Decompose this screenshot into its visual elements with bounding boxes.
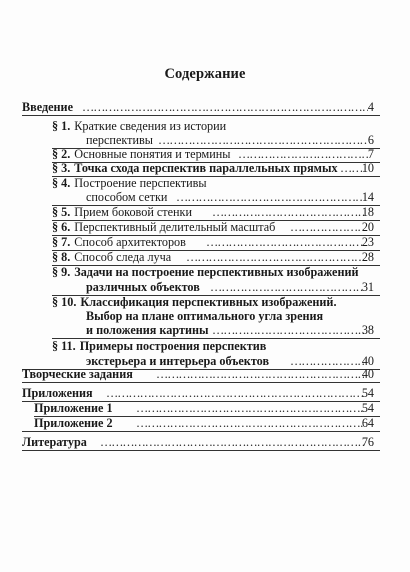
toc-page-number: 6 — [367, 133, 374, 147]
toc-label: Литература — [22, 435, 87, 449]
dot-leader — [212, 204, 364, 220]
toc-page-number: 28 — [361, 250, 374, 264]
toc-label: Приложение 1 — [34, 401, 113, 415]
dot-leader — [210, 279, 364, 295]
toc-label: Классификация перспективных изображений. — [80, 295, 337, 309]
toc-entry-s9-cont — [0, 279, 410, 295]
section-number: § 10. — [52, 295, 77, 309]
toc-label: Построение перспективы — [74, 176, 207, 190]
toc-page-number: 31 — [361, 280, 374, 294]
toc-page-number: 23 — [361, 235, 374, 249]
toc-page-number: 10 — [361, 161, 374, 175]
toc-page-number: 64 — [361, 416, 374, 430]
toc-entry-app1 — [0, 400, 410, 416]
toc-label: Точка схода перспектив параллельных прямых — [74, 161, 338, 175]
toc-title: Содержание — [164, 66, 246, 82]
dot-leader — [136, 415, 364, 431]
separator-line — [22, 382, 380, 383]
section-number: § 8. — [52, 250, 71, 264]
dot-leader — [106, 385, 364, 401]
toc-entry-s3 — [0, 160, 410, 176]
dot-leader — [340, 160, 364, 176]
separator-line — [22, 450, 380, 451]
toc-label: Способ архитекторов — [74, 235, 186, 249]
toc-entry-literature — [0, 434, 410, 450]
dot-leader — [212, 322, 364, 338]
toc-entry-s4-cont — [0, 189, 410, 205]
toc-label-cont: различных объектов — [86, 280, 200, 294]
toc-entry-s5 — [0, 204, 410, 220]
toc-page-number: 38 — [361, 323, 374, 337]
toc-label: Краткие сведения из истории — [74, 119, 227, 133]
toc-page-number: 40 — [361, 354, 374, 368]
dot-leader — [176, 189, 364, 205]
toc-label-cont: способом сетки — [86, 190, 168, 204]
section-number: § 3. — [52, 161, 71, 175]
toc-entry-creative — [0, 366, 410, 382]
toc-entry-app2 — [0, 415, 410, 431]
toc-entry-s7 — [0, 234, 410, 250]
toc-label-cont: экстерьера и интерьера объектов — [86, 354, 270, 368]
toc-label: Творческие задания — [22, 367, 133, 381]
toc-page-number: 18 — [361, 205, 374, 219]
toc-page-number: 4 — [367, 100, 374, 114]
toc-page-number: 14 — [361, 190, 374, 204]
section-number: § 6. — [52, 220, 71, 234]
toc-page-number: 40 — [361, 367, 374, 381]
section-number: § 2. — [52, 147, 71, 161]
toc-label: Перспективный делительный масштаб — [74, 220, 276, 234]
toc-entry-intro — [0, 99, 410, 115]
toc-page-number: 7 — [367, 147, 374, 161]
dot-leader — [82, 99, 368, 115]
dot-leader — [100, 434, 364, 450]
toc-entry-s10-cont2 — [0, 322, 410, 338]
toc-entry-s9 — [0, 264, 410, 280]
toc-label: Способ следа луча — [74, 250, 172, 264]
toc-page-number: 54 — [361, 401, 374, 415]
toc-label: Основные понятия и термины — [74, 147, 231, 161]
toc-label: Введение — [22, 100, 73, 114]
toc-label-cont: Выбор на плане оптимального угла зрения — [86, 309, 324, 323]
dot-leader — [290, 219, 364, 235]
section-number: § 5. — [52, 205, 71, 219]
toc-page-number: 20 — [361, 220, 374, 234]
toc-label-cont: перспективы — [86, 133, 153, 147]
toc-page-number: 54 — [361, 386, 374, 400]
separator-line — [22, 115, 380, 116]
section-number: § 7. — [52, 235, 71, 249]
toc-entry-s8 — [0, 249, 410, 265]
separator-line — [22, 431, 380, 432]
dot-leader — [136, 400, 364, 416]
toc-label-cont: и положения картины — [86, 323, 209, 337]
section-number: § 9. — [52, 265, 71, 279]
section-number: § 11. — [52, 339, 76, 353]
toc-entry-appendix — [0, 385, 410, 401]
section-number: § 4. — [52, 176, 71, 190]
toc-entry-s11 — [0, 338, 410, 354]
toc-label: Приложение 2 — [34, 416, 113, 430]
toc-label: Прием боковой стенки — [74, 205, 193, 219]
dot-leader — [186, 249, 364, 265]
toc-entry-s6 — [0, 219, 410, 235]
dot-leader — [206, 234, 364, 250]
toc-label: Примеры построения перспектив — [79, 339, 267, 353]
toc-page-number: 76 — [361, 435, 374, 449]
dot-leader — [156, 366, 364, 382]
toc-label: Приложения — [22, 386, 93, 400]
section-number: § 1. — [52, 119, 71, 133]
toc-label: Задачи на построение перспективных изображений — [74, 265, 359, 279]
